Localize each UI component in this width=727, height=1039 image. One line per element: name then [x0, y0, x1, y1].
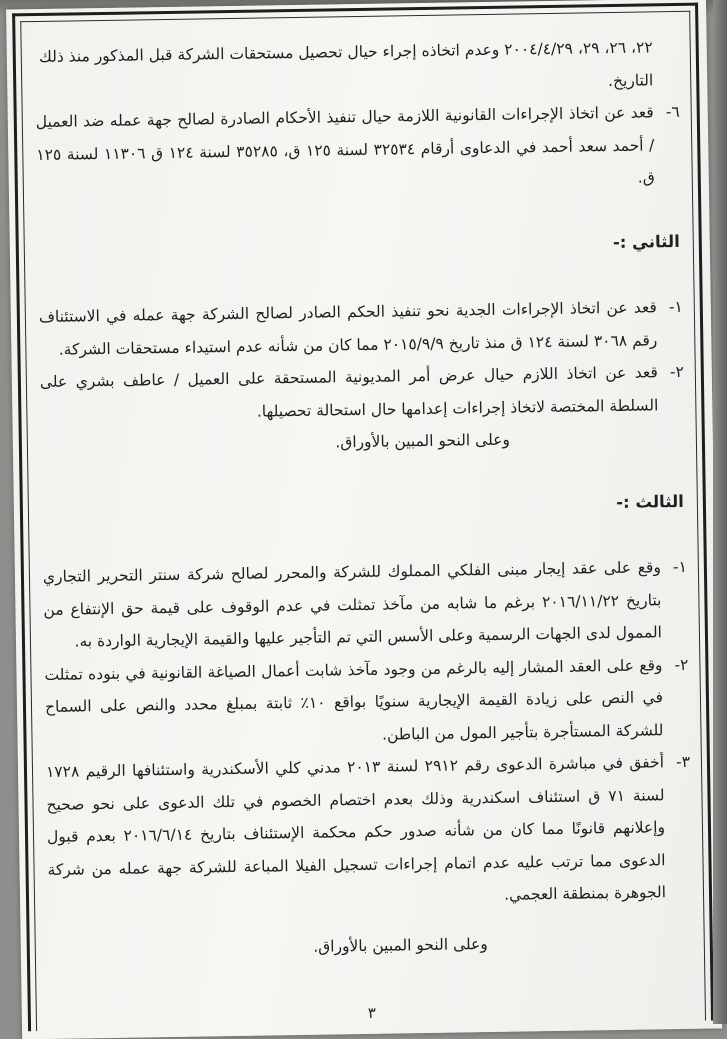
list-item-6	[36, 96, 681, 204]
list-item	[43, 551, 688, 659]
list-item	[44, 648, 689, 756]
scan-background-edge	[713, 0, 727, 1024]
list-item-text: قعد عن اتخاذ اللازم حيال عرض أمر المديونية المستحقة على العميل / عاطف بشري على السلطة المختصة لاتخاذ إجراءات إعدامها حال استحالة تحصيلها.	[39, 363, 659, 421]
list-item-text: قعد عن اتخاذ الإجراءات القانونية اللازمة حيال تنفيذ الأحكام الصادرة لصالح جهة عمله ضد العميل / أحمد سعد أحمد في الدعاوى أرقام ٣٢٥٣٤ لسنة ١٢٥ ق، ٣٥٢٨٥ لسنة ١٢٤ ق ١١٣٠٦ لسنة ١٢٥ ق.	[35, 103, 655, 187]
list-item	[46, 746, 692, 919]
list-item-number: ١-	[672, 557, 688, 577]
intro-line-2: التاريخ.	[607, 70, 654, 90]
document-body	[35, 31, 693, 967]
section-heading-second: الثاني :-	[612, 231, 680, 252]
page-number: ٣	[367, 1003, 377, 1022]
list-item-text: أخفق في مباشرة الدعوى رقم ٢٩١٢ لسنة ٢٠١٣ مدني كلي الأسكندرية واستئنافها الرقيم ١٧٢٨ لسنة ٧١ ق استئناف اسكندرية وذلك بعدم اختصام الخصوم في تلك الدعوى على نحو صحيح وإعلانهم قانونًا مما كان من شأنه صدور حكم محكمة الإستئناف بتاريخ ٢٠١٦/٦/١٤ بعدم قبول الدعوى مما ترتب عليه عدم اتمام إجراءات تسجيل الفيلا المباعة للشركة جهة عمله من شركة الجوهرة بمنطقة العجمي.	[45, 753, 667, 904]
document-page	[6, 0, 722, 1039]
list-item-number: ١-	[668, 297, 683, 317]
list-item-number: ٢-	[669, 362, 684, 382]
list-item	[40, 356, 685, 431]
closing-line: وعلى النحو المبين بالأوراق.	[313, 934, 488, 956]
list-item-text: وقع على العقد المشار إليه بالرغم من وجود مآخذ شابت أعمال الصياغة القانونية في بنوده تمثلت في النص على زيادة القيمة الإيجارية سنويًا بواقع ١٠٪ ثابتة بمبلغ محدد والنص على السماح للشركة المستأجرة بتأجير المول من الباطن.	[44, 655, 664, 744]
list-item-number: ٦-	[665, 102, 680, 122]
intro-line-1: ٢٢، ٢٦، ٢٩، ٢٠٠٤/٤/٢٩ وعدم اتخاذه إجراء حيال تحصيل مستحقات الشركة قبل المذكور منذ ذلك	[38, 38, 653, 66]
closing-line: وعلى النحو المبين بالأوراق.	[335, 430, 511, 452]
list-item-text: وقع على عقد إيجار مبنى الفلكي المملوك للشركة والمحرر لصالح شركة سنتر التحرير التجاري بتاريخ ٢٠١٦/١١/٢٢ برغم ما شابه من مآخذ تمثلت في عدم الوقوف على قيمة حق الإنتفاع من الممول لدى الجهات الرسمية وعلى الأسس التي تم التأجير عليها والقيمة الإيجارية الواردة به.	[42, 558, 663, 651]
list-item-text: قعد عن اتخاذ الإجراءات الجدية نحو تنفيذ الحكم الصادر لصالح الشركة جهة عمله في الاستئناف رقم ٣٠٦٨ لسنة ١٢٤ ق منذ تاريخ ٢٠١٥/٩/٩ مما كان من شأنه عدم استيداء مستحقات الشركة.	[38, 298, 658, 359]
list-item	[39, 291, 684, 366]
list-item-number: ٣-	[675, 752, 691, 772]
list-item-number: ٢-	[674, 655, 689, 674]
section-heading-third: الثالث :-	[616, 491, 684, 512]
